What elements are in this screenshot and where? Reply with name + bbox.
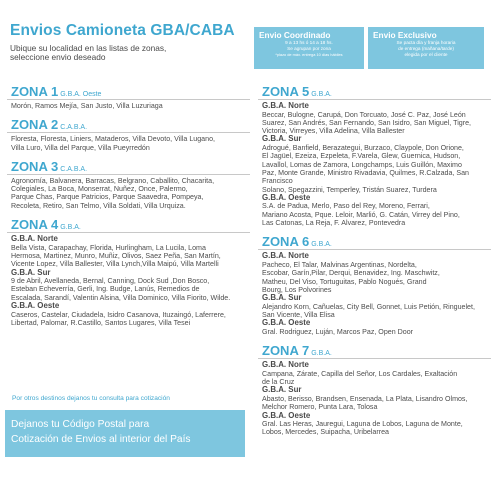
zone-heading [258, 343, 491, 359]
zone-name: ZONA 5 [262, 84, 310, 99]
zone-body [258, 100, 491, 227]
codigo-postal-banner[interactable] [5, 410, 245, 457]
zone-body [258, 359, 491, 437]
localities-line: Vicente Lopez, Villa Ballester, Villa Lynch,Villa Maipú, Villa Martelli [11, 260, 219, 269]
localities-line: Alejandro Korn, Cañuelas, City Bell, Gonnet, Luis Petión, Ringuelet, [262, 302, 475, 311]
envio-coordinado-title: Envio Coordinado [259, 30, 331, 40]
group-heading-norte: G.B.A. Norte [262, 101, 309, 110]
zone-heading [7, 117, 250, 133]
envio-coordinado-box [254, 27, 364, 69]
group-heading-oeste: G.B.A. Oeste [262, 410, 311, 420]
localities-line: Gral. Rodriguez, Luján, Marcos Paz, Open Door [262, 327, 414, 336]
localities-line: Colegiales, La Boca, Monserrat, Nuñez, Once, Palermo, [11, 185, 188, 194]
localities-line: Abasto, Berisso, Brandsen, Ensenada, La Plata, Lisandro Olmos, [262, 394, 468, 403]
group-heading-sur: G.B.A. Sur [11, 267, 51, 277]
localities-line: 9 de Abril, Avellaneda, Bernal, Canning, Dock Sud ,Don Bosco, [11, 277, 210, 286]
localities-line: Suarez, San Andrés, San Fernando, San Isidro, San Miguel, Tigre, [262, 118, 471, 127]
zone-region: G.B.A. Oeste [60, 91, 102, 98]
zone-name: ZONA 1 [11, 84, 59, 99]
group-heading-norte: G.B.A. Norte [262, 251, 309, 261]
zona-6 [258, 234, 491, 336]
localities-line: Floresta, Floresta, Liniers, Mataderos, Villa Devoto, Villa Lugano, [11, 135, 215, 144]
zone-body [7, 100, 250, 110]
left-column [7, 84, 250, 334]
envio-exclusivo-title: Envio Exclusivo [373, 30, 437, 40]
banner-line: Cotización de Envios al interior del País [11, 434, 191, 445]
localities-line: Las Catonas, La Reja, F. Alvarez, Pontevedra [262, 219, 406, 228]
zone-body [7, 233, 250, 327]
envio-exclusivo-box [368, 27, 484, 69]
zone-name: ZONA 3 [11, 158, 59, 174]
zona-5 [258, 84, 491, 227]
zone-heading [7, 217, 250, 233]
localities-line: Lavallol, Lomas de Zamora, Longchamps, Luis Guillón, Maximo [262, 160, 462, 169]
zone-body [7, 133, 250, 152]
zone-body [7, 175, 250, 210]
localities-line: Bella Vista, Carapachay, Florida, Hurlingham, La Lucila, Loma [11, 243, 206, 252]
localities-line: El Jagüel, Ezeiza, Ezpeleta, F.Varela, Glew, Guernica, Hudson, [262, 152, 461, 161]
otros-destinos-note: Por otros destinos dejanos tu consulta para cotización [12, 395, 170, 402]
intro-line: seleccione envio deseado [10, 52, 106, 63]
group-heading-norte: G.B.A. Norte [262, 360, 309, 370]
localities-line: Escalada, Sarandí, Valentin Alsina, Villa Dominico, Villa Fiorito, Wilde. [11, 293, 231, 302]
localities-line: Pacheco, El Talar, Malvinas Argentinas, Nordelta, [262, 260, 417, 269]
zona-1 [7, 84, 250, 110]
localities-line: Paz, Monte Grande, Ministro Rivadavia, Quilmes, R.Calzada, San Francisco [262, 168, 469, 186]
localities-line: Gral. Las Heras, Jauregui, Laguna de Lobos, Laguna de Monte, [262, 420, 463, 429]
group-heading-norte: G.B.A. Norte [11, 234, 58, 244]
box-note: *plazo de máx. entrega 10 días hábiles [275, 52, 343, 57]
zone-region: G.B.A. [311, 91, 332, 98]
zone-heading [7, 159, 250, 175]
zone-region: G.B.A. [311, 350, 332, 358]
zone-name: ZONA 2 [11, 117, 59, 133]
zona-7 [258, 343, 491, 437]
localities-line: San Vicente, Villa Elisa [262, 311, 335, 320]
localities-line: Solano, Spegazzini, Temperley, Tristán Suarez, Turdera [262, 185, 437, 194]
zone-region: C.A.B.A. [60, 165, 88, 173]
localities-line: Hermosa, Martinez, Munro, Muñiz, Olivos, Saez Peña, San Martín, [11, 251, 221, 260]
localities-line: Caseros, Castelar, Ciudadela, Isidro Casanova, Ituzaingó, Laferrere, [11, 310, 226, 319]
localities-line: Victoria, Virreyes, Villa Adelina, Villa Ballester [262, 127, 405, 136]
group-heading-oeste: G.B.A. Oeste [262, 192, 311, 202]
zone-body [258, 250, 491, 336]
localities-line: Beccar, Bulogne, Carupá, Don Torcuato, José C. Paz, José León [262, 110, 466, 119]
localities-line: Libertad, Palomar, R.Castillo, Santos Lugares, Villa Tesei [11, 318, 191, 327]
group-heading-oeste: G.B.A. Oeste [11, 301, 60, 311]
group-heading-sur: G.B.A. Sur [262, 134, 302, 144]
zone-heading [258, 234, 491, 250]
zone-name: ZONA 6 [262, 234, 310, 250]
localities-line: Escobar, Garín,Pilar, Derqui, Benavidez, Ing. Maschwitz, [262, 269, 440, 278]
localities-line: Lobos, Mercedes, Suipacha, Uribelarrea [262, 428, 389, 437]
zone-name: ZONA 7 [262, 343, 310, 359]
localities-line: Melchor Romero, Punta Lara, Tolosa [262, 403, 378, 412]
box-line: 9 a 13 hs ó 14 a 18 hs. [285, 40, 333, 45]
group-heading-oeste: G.B.A. Oeste [262, 318, 311, 328]
group-heading-sur: G.B.A. Sur [262, 293, 302, 303]
localities-line: Agronomía, Balvanera, Barracas, Belgrano, Caballito, Chacarita, [11, 176, 215, 185]
localities-line: Morón, Ramos Mejía, San Justo, Villa Luzuriaga [11, 102, 163, 110]
localities-line: Bourg, Los Polvorines [262, 285, 332, 294]
box-line: Se agrupan por zona [287, 46, 331, 51]
localities-line: Recoleta, Retiro, San Telmo, Villa Soldati, Villa Urquiza. [11, 201, 186, 210]
zona-3 [7, 159, 250, 210]
localities-line: Villa Luro, Villa del Parque, Villa Pueyrredón [11, 143, 150, 152]
localities-line: S.A. de Padua, Merlo, Paso del Rey, Moreno, Ferrari, [262, 202, 430, 211]
intro-text [10, 44, 250, 62]
right-column [258, 84, 491, 444]
box-line: elegida por el cliente [404, 52, 448, 57]
box-line: de entrega (mañana/tarde) [398, 46, 454, 51]
zona-2 [7, 117, 250, 152]
zone-region: G.B.A. [311, 241, 332, 249]
intro-line: Ubique su localidad en las listas de zonas, [10, 43, 167, 53]
zona-4 [7, 217, 250, 327]
zone-name: ZONA 4 [11, 217, 59, 233]
localities-line: Mariano Acosta, Pque. Leloir, Marlió, G. Catán, Virrey del Pino, [262, 210, 460, 219]
zone-heading [7, 84, 250, 100]
localities-line: Adrogué, Banfield, Berazategui, Burzaco, Claypole, Don Orione, [262, 144, 464, 153]
zone-heading [258, 84, 491, 100]
localities-line: Matheu, Del Viso, Tortuguitas, Pablo Nogués, Grand [262, 277, 427, 286]
zone-region: G.B.A. [60, 224, 81, 232]
localities-line: Campana, Zárate, Capilla del Señor, Los Cardales, Exaltación [262, 369, 458, 378]
banner-line: Dejanos tu Código Postal para [11, 419, 150, 430]
page-title: Envios Camioneta GBA/CABA [10, 22, 235, 39]
localities-line: Esteban Echeverría, Gerli, Ing. Budge, Lanús, Remedios de [11, 285, 200, 294]
localities-line: de la Cruz [262, 378, 295, 387]
localities-line: Parque Chas, Parque Patricios, Parque Saavedra, Pompeya, [11, 193, 204, 202]
group-heading-sur: G.B.A. Sur [262, 385, 302, 395]
zone-region: C.A.B.A. [60, 124, 88, 132]
box-line: Se pacta día y franja horaria [396, 40, 456, 45]
